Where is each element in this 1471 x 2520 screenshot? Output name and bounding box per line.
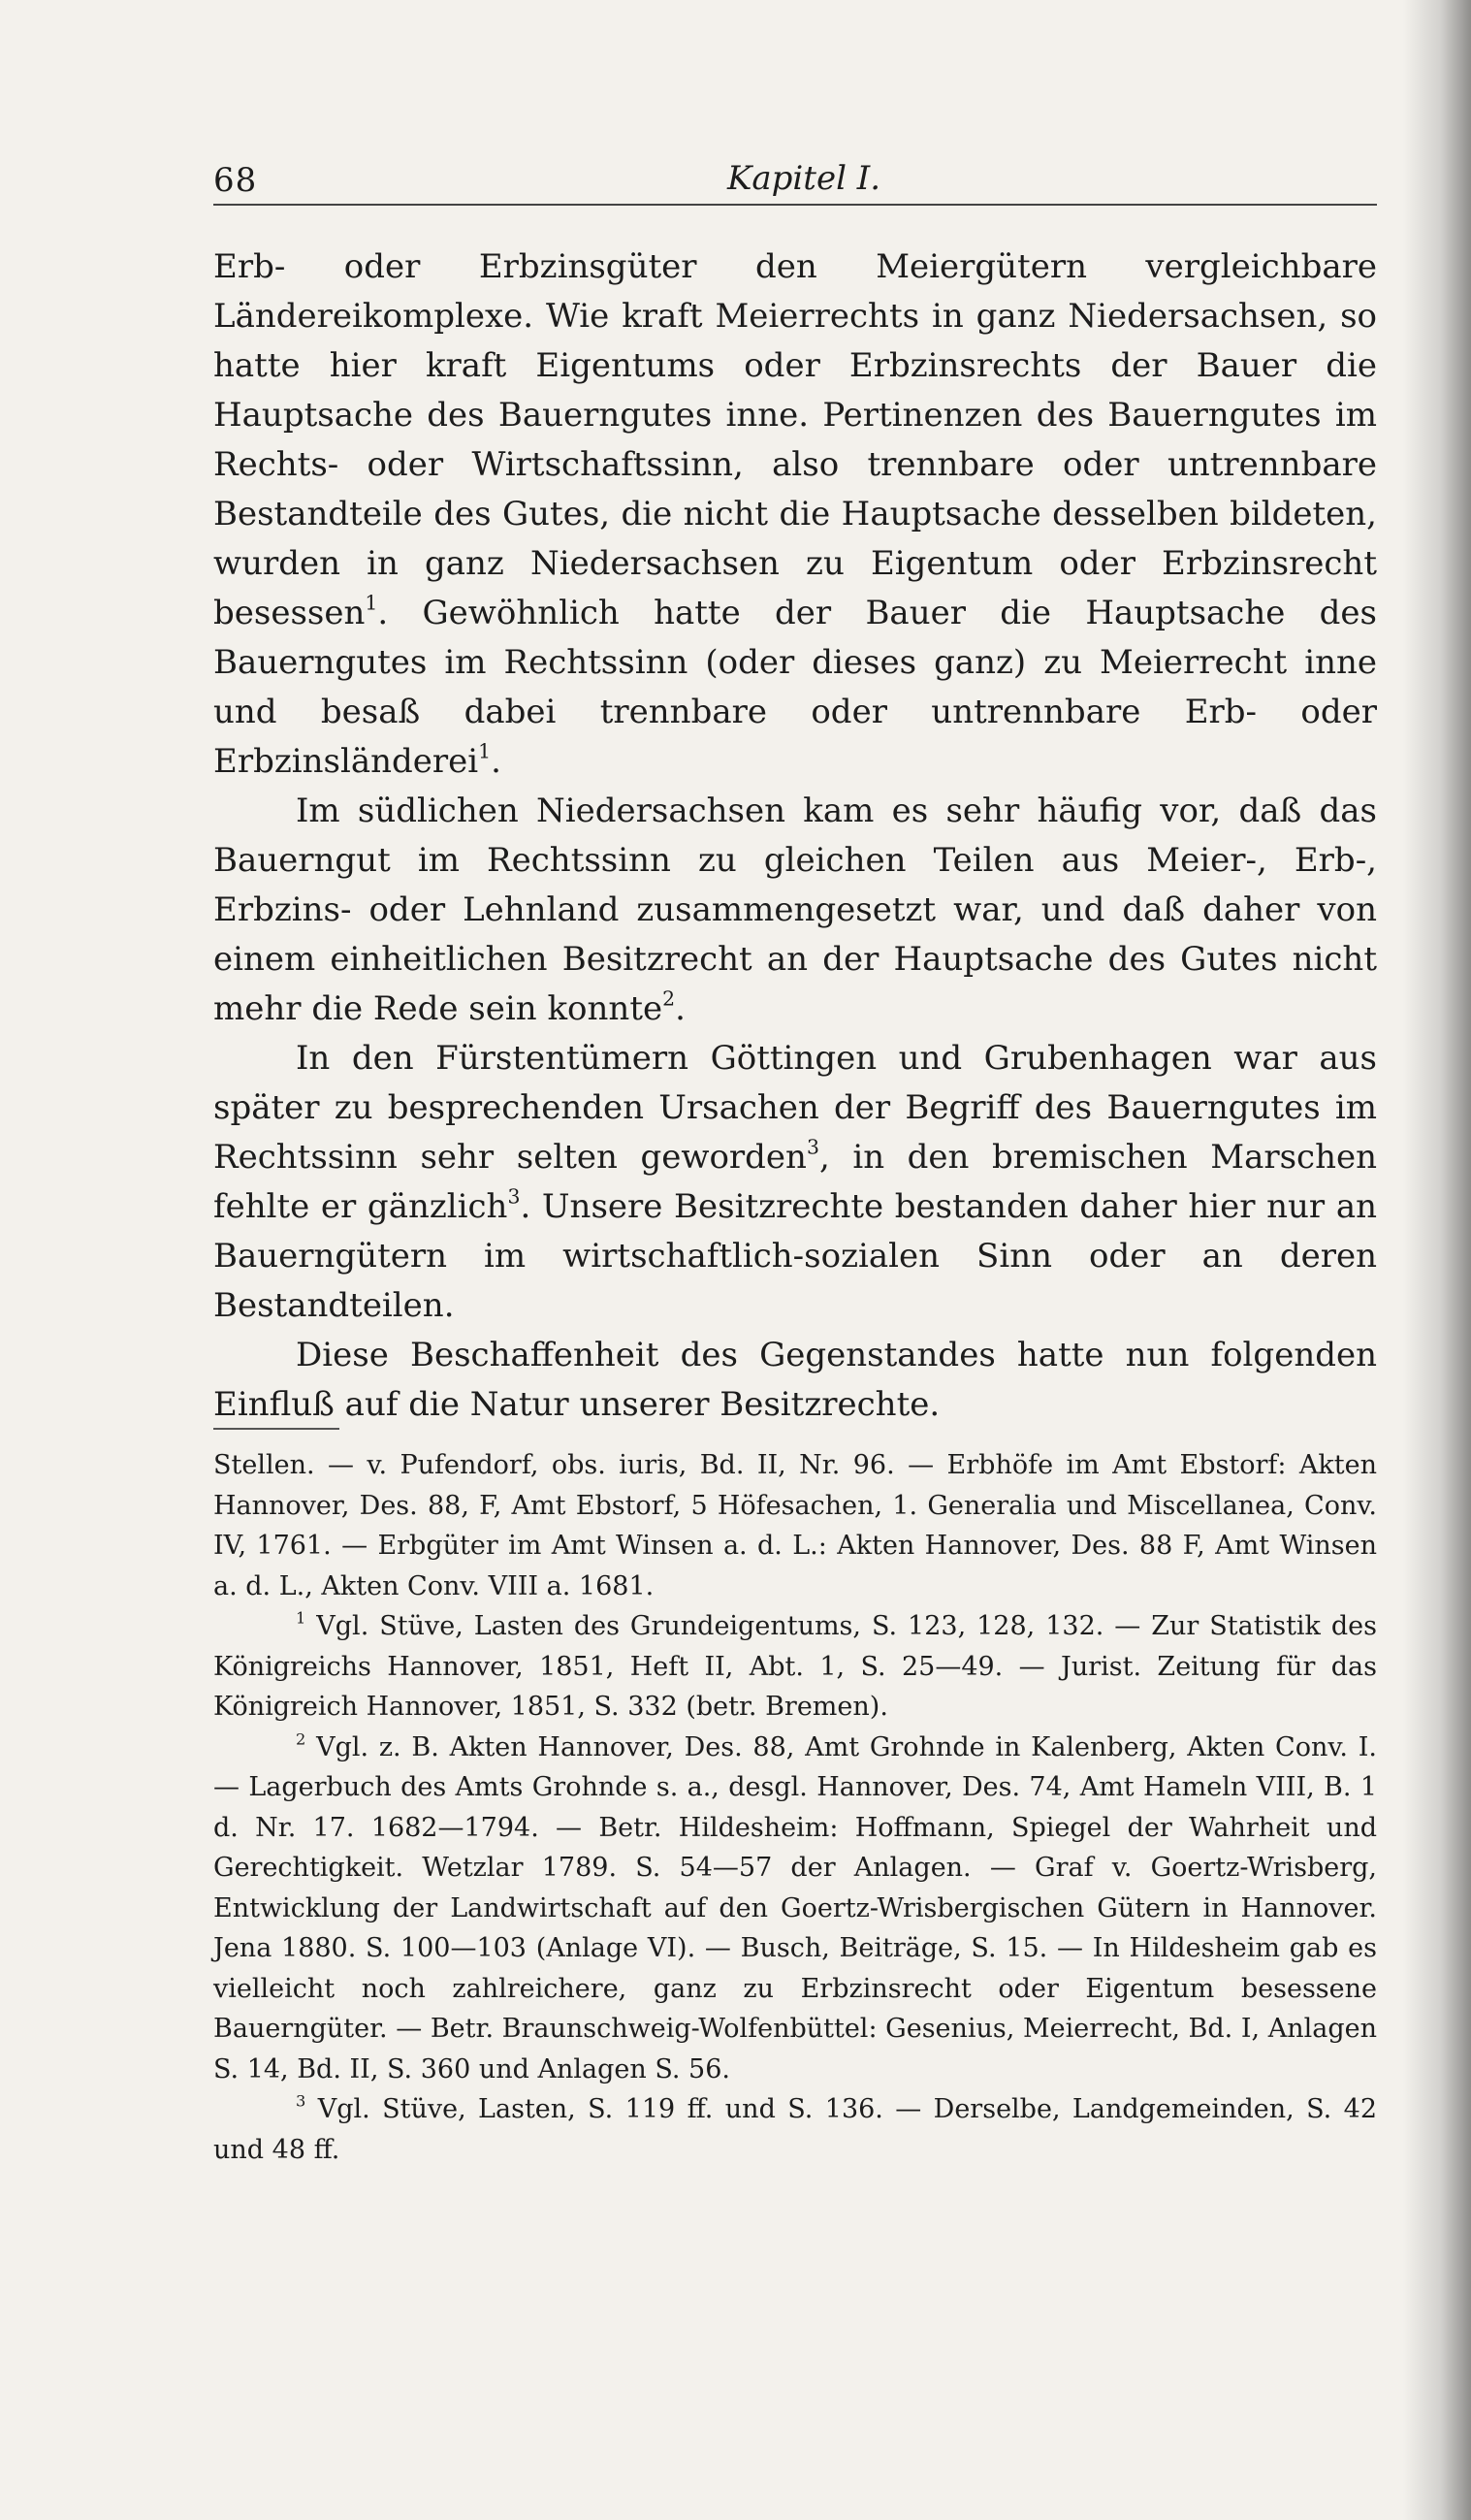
paragraph-2 <box>213 787 1377 1034</box>
footnote-3-text: Vgl. Stüve, Lasten, S. 119 ff. und S. 136. — Derselbe, Landgemeinden, S. 42 und 48 ff. <box>213 2094 1377 2165</box>
paragraph-3-text-a: In den Fürstentümern Göttingen und Grubenhagen war aus später zu besprechenden Ursachen der Begriff des Bauerngutes im Rechtssinn sehr selten geworden <box>213 1039 1377 1177</box>
paragraph-3-text-c: . Unsere Besitzrechte bestanden daher hier nur an Bauerngütern im wirtschaftlich-sozialen Sinn oder an deren Bestandteilen. <box>213 1187 1377 1325</box>
paragraph-3 <box>213 1034 1377 1331</box>
header-rule <box>213 204 1377 206</box>
paragraph-2-end: . <box>675 989 686 1028</box>
main-text <box>213 242 1377 1430</box>
footnote-2-mark: 2 <box>296 1729 306 1749</box>
paragraph-2-text: Im südlichen Niedersachsen kam es sehr häufig vor, daß das Bauerngut im Rechtssinn zu gleichen Teilen aus Meier-, Erb-, Erbzins- oder Lehnland zusammengesetzt war, und daß daher von einem einheitlichen Besitzrecht an der Hauptsache des Gutes nicht mehr die Rede sein konnte <box>213 792 1377 1028</box>
footnote-1-text: Vgl. Stüve, Lasten des Grundeigentums, S. 123, 128, 132. — Zur Statistik des Königreichs Hannover, 1851, Heft II, Abt. 1, S. 25—49. — Jurist. Zeitung für das Königreich Hannover, 1851, S. 332 (betr. Bremen). <box>213 1611 1377 1722</box>
footnote-ref-2: 2 <box>662 986 676 1011</box>
paragraph-1-text: Erb- oder Erbzinsgüter den Meiergütern vergleichbare Ländereikomplexe. Wie kraft Meierrechts in ganz Niedersachsen, so hatte hier kraft Eigentums oder Erbzinsrechts der Bauer die Hauptsache des Bauerngutes inne. Pertinenzen des Bauerngutes im Rechts- oder Wirtschaftssinn, also trennbare oder untrennbare Bestandteile des Gutes, die nicht die Hauptsache desselben bildeten, wurden in ganz Niedersachsen zu Eigentum oder Erbzinsrecht besessen <box>213 247 1377 632</box>
footnotes <box>213 1445 1377 2170</box>
footnote-1-mark: 1 <box>296 1608 306 1628</box>
footnote-3 <box>213 2089 1377 2170</box>
paragraph-1-end: . <box>491 742 501 781</box>
page-edge-shadow <box>1403 0 1471 2520</box>
paragraph-1-mid: . Gewöhnlich hatte der Bauer die Hauptsache des Bauerngutes im Rechtssinn (oder dieses ganz) zu Meierrecht inne und besaß dabei trennbare oder untrennbare Erb- oder Erbzinsländerei <box>213 594 1377 781</box>
footnote-2 <box>213 1728 1377 2090</box>
footnote-1 <box>213 1606 1377 1728</box>
footnote-ref-1a: 1 <box>365 591 378 615</box>
page-number: 68 <box>213 161 258 200</box>
footnote-2-text: Vgl. z. B. Akten Hannover, Des. 88, Amt Grohnde in Kalenberg, Akten Conv. I. — Lagerbuch des Amts Grohnde s. a., desgl. Hannover, Des. 74, Amt Hameln VIII, B. 1 d. Nr. 17. 1682—1794. — Betr. Hildesheim: Hoffmann, Spiegel der Wahrheit und Gerechtigkeit. Wetzlar 1789. S. 54—57 der Anlagen. — Graf v. Goertz-Wrisberg, Entwicklung der Landwirtschaft auf den Goertz-Wrisbergischen Gütern in Hannover. Jena 1880. S. 100—103 (Anlage VI). — Busch, Beiträge, S. 15. — In Hildesheim gab es vielleicht noch zahlreichere, ganz zu Erbzinsrecht oder Eigentum besessene Bauerngüter. — Betr. Braunschweig-Wolfenbüttel: Gesenius, Meierrecht, Bd. I, Anlagen S. 14, Bd. II, S. 360 und Anlagen S. 56. <box>213 1731 1377 2084</box>
footnote-ref-3b: 3 <box>507 1184 521 1209</box>
running-head: Kapitel I. <box>727 159 881 198</box>
footnote-ref-3a: 3 <box>806 1135 819 1159</box>
footnote-ref-1b: 1 <box>478 739 492 763</box>
footnote-rule <box>213 1428 339 1430</box>
footnote-continuation: Stellen. — v. Pufendorf, obs. iuris, Bd. II, Nr. 96. — Erbhöfe im Amt Ebstorf: Akten Hannover, Des. 88, F, Amt Ebstorf, 5 Höfesachen, 1. Generalia und Miscellanea, Conv. IV, 1761. — Erbgüter im Amt Winsen a. d. L.: Akten Hannover, Des. 88 F, Amt Winsen a. d. L., Akten Conv. VIII a. 1681. <box>213 1450 1377 1601</box>
paragraph-1 <box>213 242 1377 787</box>
paragraph-4: Diese Beschaffenheit des Gegenstandes hatte nun folgenden Einfluß auf die Natur unserer Besitzrechte. <box>213 1336 1377 1424</box>
paragraph-3-text-b: , in den bremischen Marschen fehlte er gänzlich <box>213 1138 1377 1226</box>
page-header <box>213 153 1377 211</box>
footnote-3-mark: 3 <box>296 2091 306 2111</box>
